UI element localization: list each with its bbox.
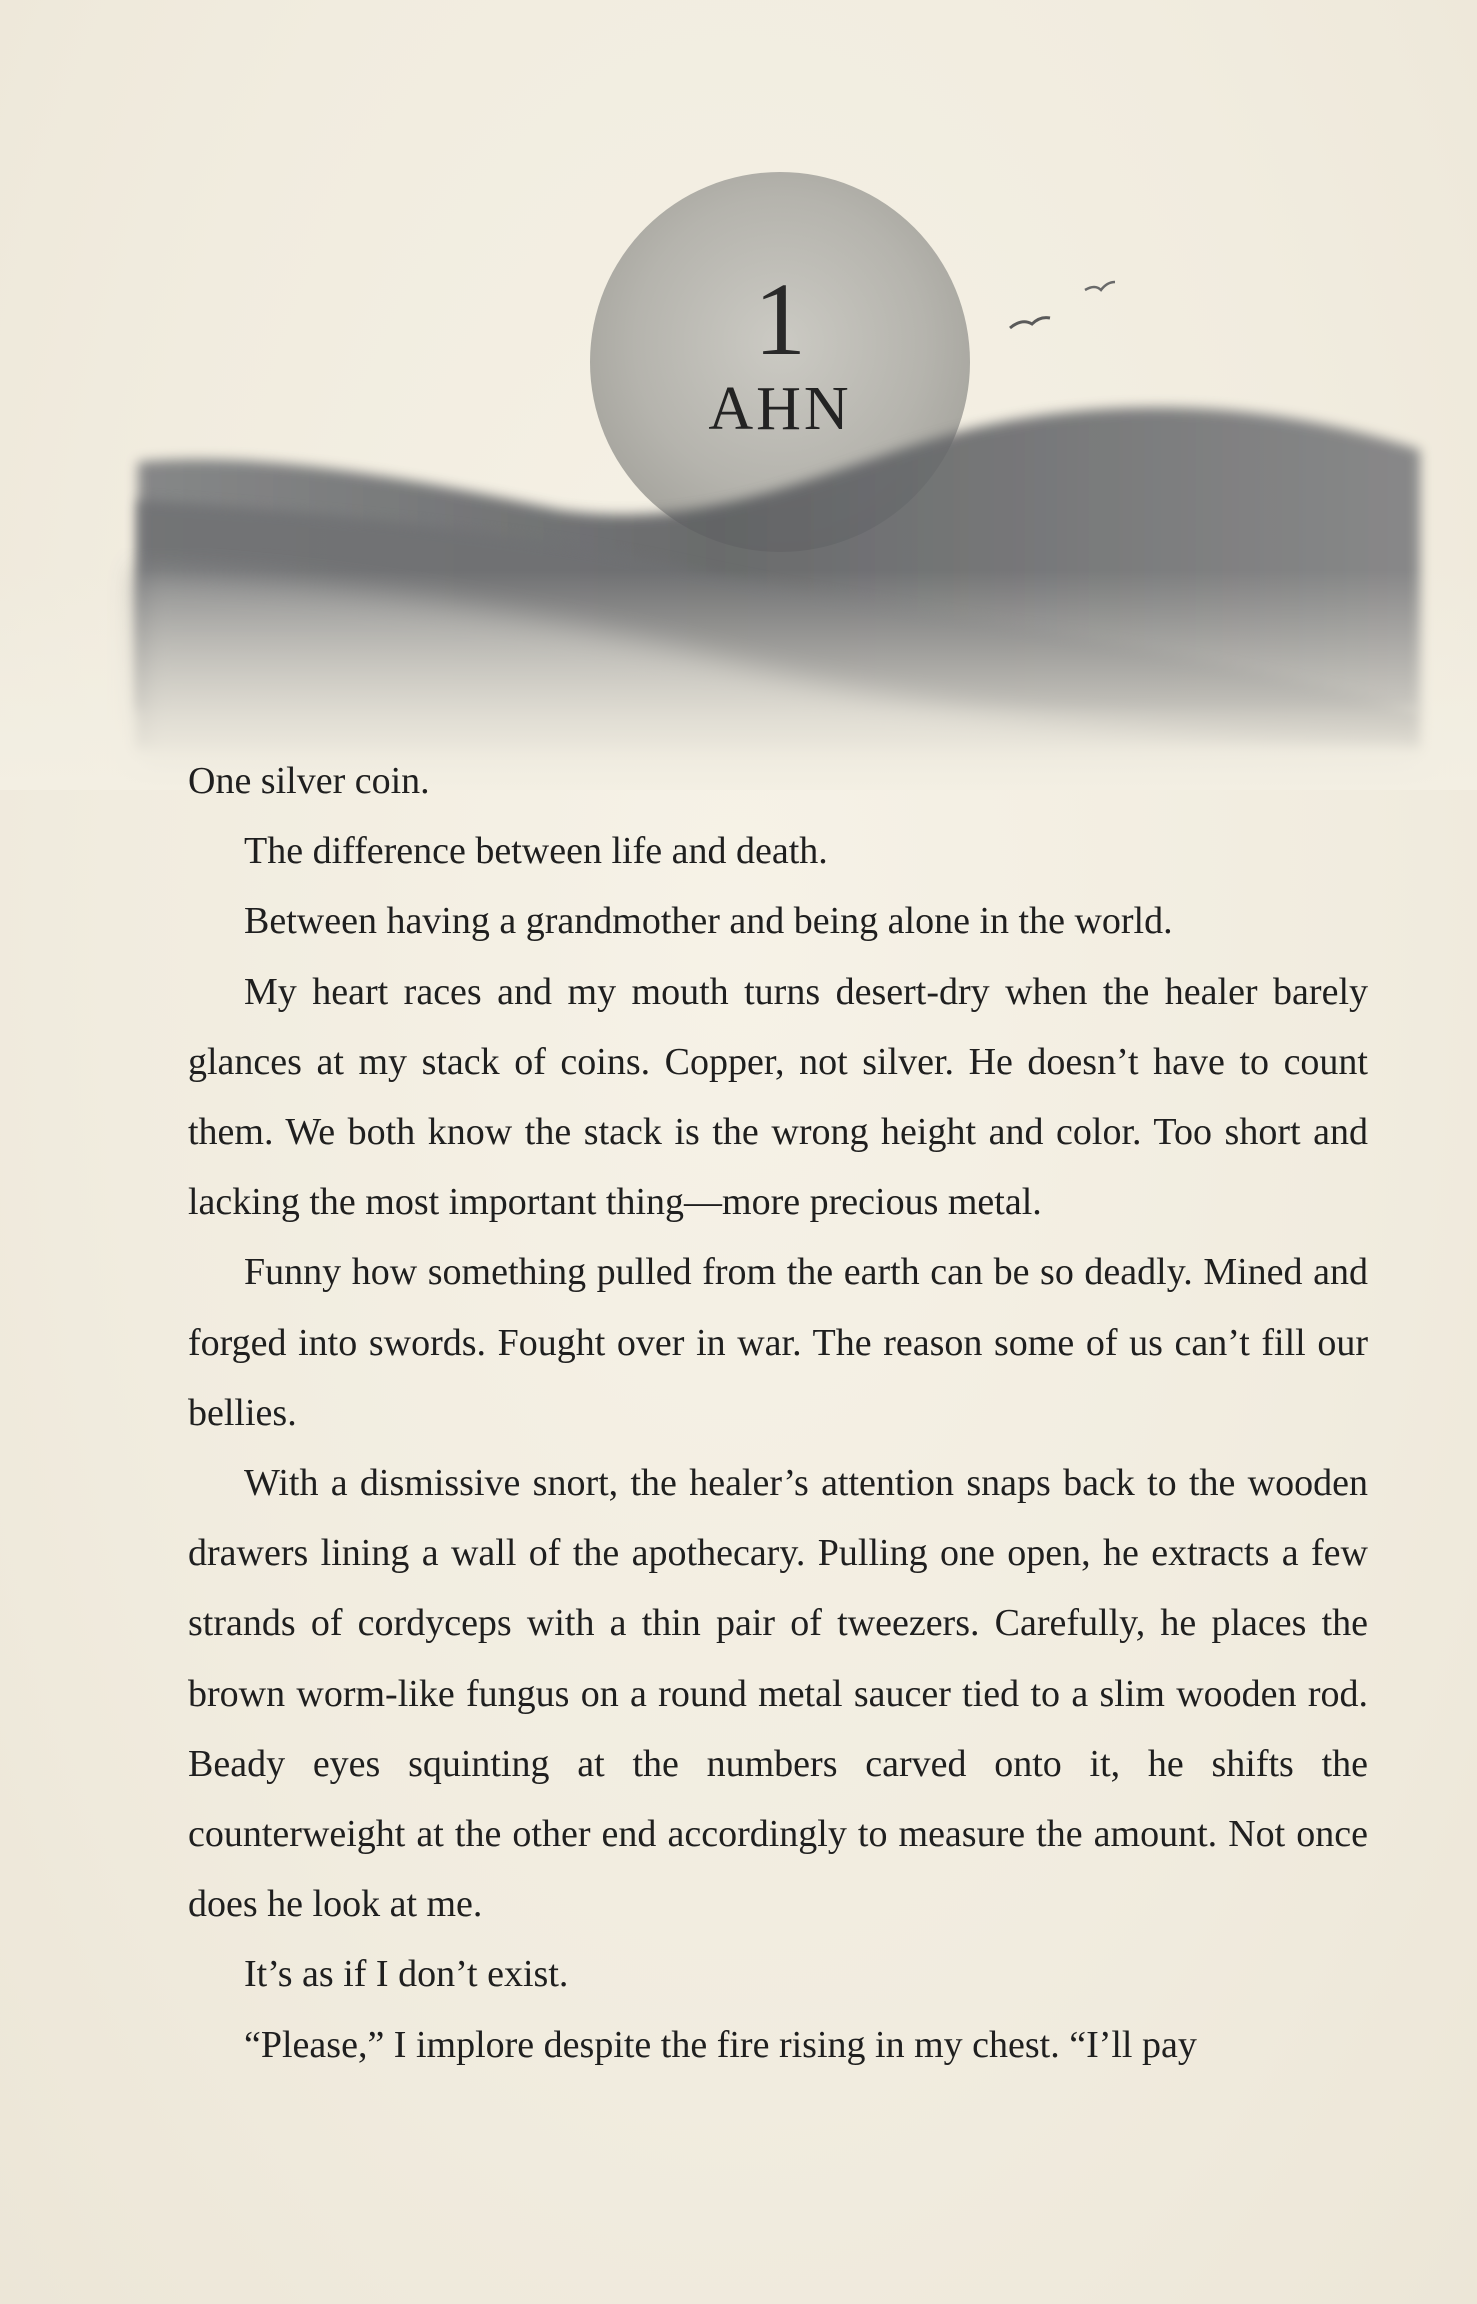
paragraph: Funny how something pulled from the earth can be so deadly. Mined and forged into swords. Fought over in war. The reason some of us can’t fill our bellies. bbox=[188, 1251, 1368, 1434]
chapter-title: AHN bbox=[708, 375, 852, 443]
chapter-number: 1 bbox=[754, 262, 806, 377]
paragraph: With a dismissive snort, the healer’s attention snaps back to the wooden drawers lining a wall of the apothecary. Pulling one open, he extracts a few strands of cordyceps with a thin pair of tweezers. Carefully, he places the brown worm-like fungus on a round metal saucer tied to a slim wooden rod. Beady eyes squinting at the numbers carved onto it, he shifts the counterweight at the other end accordingly to measure the amount. Not once does he look at me. bbox=[188, 1462, 1368, 1926]
paragraph: My heart races and my mouth turns desert-dry when the healer barely glances at my stack of coins. Copper, not silver. He doesn’t have to count them. We both know the stack is the wrong height and color. Too short and lacking the most important thing—more precious metal. bbox=[188, 970, 1368, 1224]
paragraph: The difference between life and death. bbox=[244, 830, 828, 873]
body-text bbox=[188, 746, 1368, 2080]
paragraph: One silver coin. bbox=[188, 760, 430, 802]
paragraph: Between having a grandmother and being alone in the world. bbox=[244, 900, 1173, 943]
paragraph: “Please,” I implore despite the fire rising in my chest. “I’ll pay bbox=[244, 2023, 1197, 2066]
chapter-illustration bbox=[0, 150, 1477, 790]
paragraph: It’s as if I don’t exist. bbox=[244, 1953, 569, 1996]
